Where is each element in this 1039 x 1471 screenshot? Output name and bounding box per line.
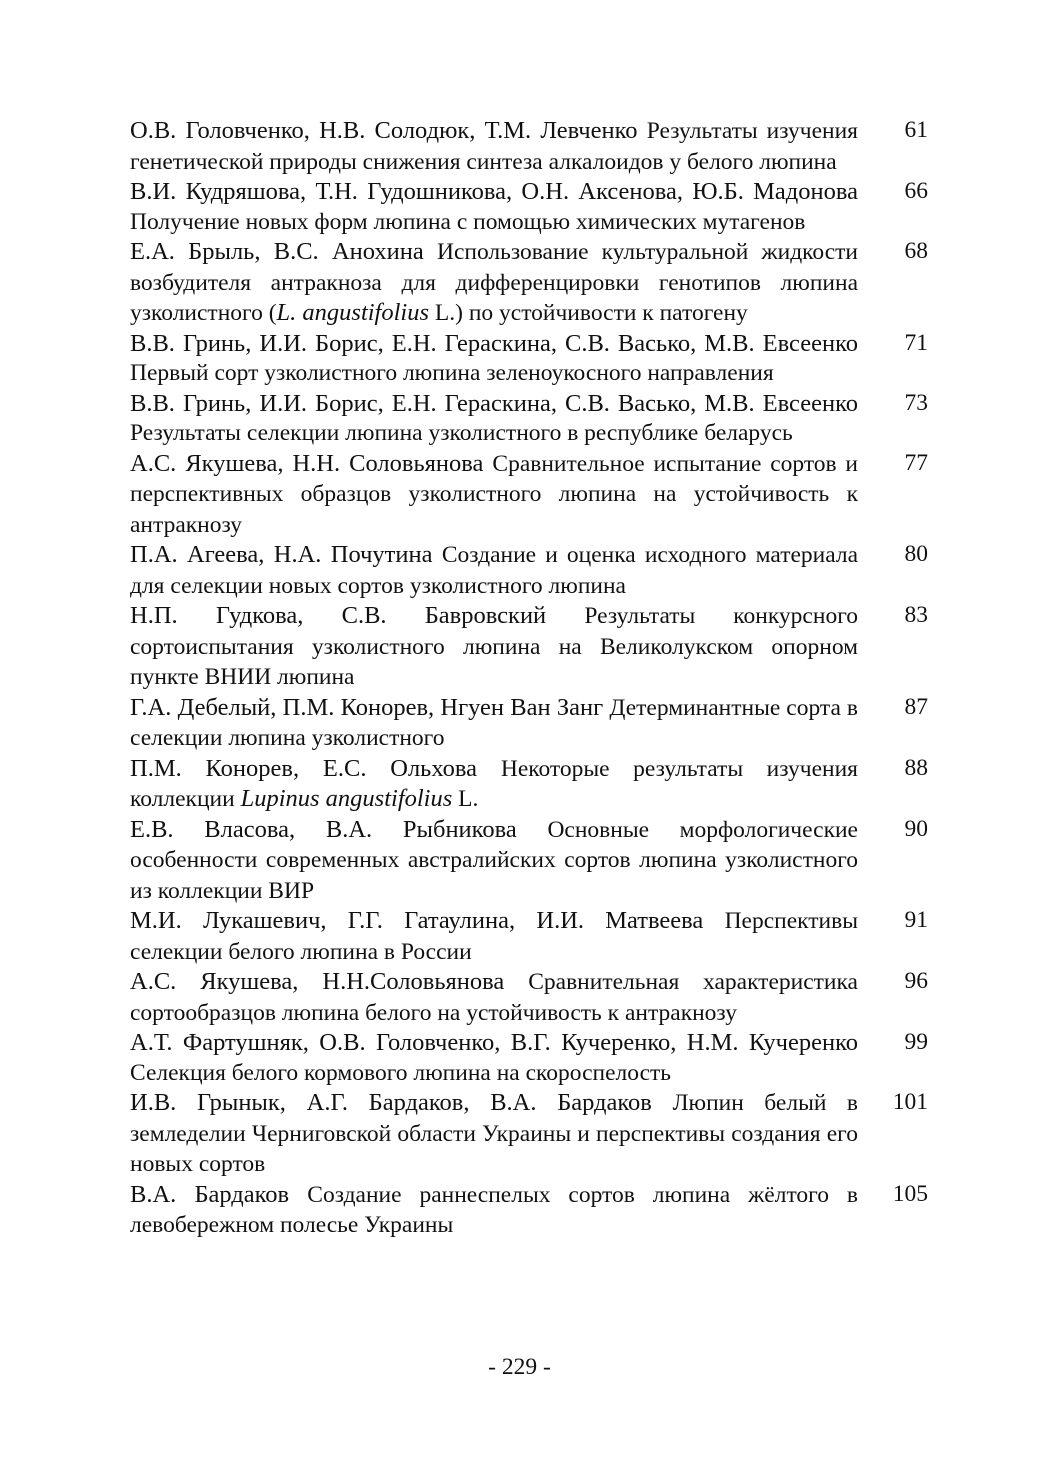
toc-entry — [130, 237, 930, 329]
entry-authors: П.А. Агеева, Н.А. Почутина — [130, 541, 433, 568]
toc-entry — [130, 1028, 930, 1088]
entry-page-number: 66 — [904, 178, 928, 204]
entry-authors: В.И. Кудряшова, Т.Н. Гудошникова, О.Н. Аксенова, Ю.Б. Мадонова — [130, 178, 858, 205]
entry-text — [130, 116, 858, 177]
toc-entry — [130, 967, 930, 1028]
entry-text — [130, 1028, 858, 1088]
entry-authors: Е.А. Брыль, В.С. Анохина — [130, 238, 424, 265]
entry-text — [130, 1180, 858, 1241]
entry-title-species: L. angustifolius — [276, 299, 430, 326]
entry-authors: Е.В. Власова, В.А. Рыбникова — [130, 815, 517, 843]
toc-entry — [130, 754, 930, 815]
entry-page-number: 90 — [904, 815, 928, 842]
entry-text — [130, 389, 858, 449]
entry-page-number: 61 — [904, 117, 928, 143]
entry-authors: В.А. Бардаков — [130, 1180, 290, 1208]
entry-page-number: 96 — [904, 968, 928, 994]
entry-text — [130, 754, 858, 815]
toc-entry — [130, 1180, 930, 1241]
entry-title: Селекция белого кормового люпина на скороспелость — [130, 1059, 671, 1086]
entry-page-number: 88 — [904, 754, 928, 781]
entry-page-number: 101 — [892, 1089, 928, 1115]
entry-page-number: 105 — [892, 1180, 928, 1207]
entry-authors: О.В. Головченко, Н.В. Солодюк, Т.М. Левченко — [130, 117, 638, 144]
entry-title: Создание раннеспелых сортов люпина жёлтого в левобережном полесье Украины — [130, 1181, 858, 1238]
table-of-contents — [130, 116, 930, 1241]
toc-entry — [130, 906, 930, 967]
entry-title: Результаты селекции люпина узколистного в республике беларусь — [130, 420, 793, 446]
entry-authors: Г.А. Дебелый, П.М. Конорев, Нгуен Ван Занг — [130, 693, 604, 721]
entry-title: Результаты конкурсного сортоиспытания узколистного люпина на Великолукском опорном пункте ВНИИ люпина — [130, 603, 858, 690]
toc-entry — [130, 693, 930, 754]
entry-title: Создание и оценка исходного материала для селекции новых сортов узколистного люпина — [130, 542, 859, 599]
toc-entry — [130, 116, 930, 177]
entry-title: Использование культуральной жидкости возбудителя антракноза для дифференцировки генотипов люпина узколистного ( — [130, 239, 858, 326]
entry-text — [130, 449, 858, 541]
entry-authors: А.Т. Фартушняк, О.В. Головченко, В.Г. Кучеренко, Н.М. Кучеренко — [130, 1029, 858, 1056]
entry-text — [130, 177, 858, 237]
entry-authors: А.С. Якушева, Н.Н.Соловьянова — [130, 968, 505, 995]
entry-page-number: 83 — [904, 602, 928, 628]
entry-title: Сравнительное испытание сортов и перспективных образцов узколистного люпина на устойчивость к антракнозу — [130, 450, 858, 538]
toc-entry — [130, 389, 930, 449]
entry-title: Некоторые результаты изучения коллекции — [130, 755, 858, 812]
entry-authors: В.В. Гринь, И.И. Борис, Е.Н. Гераскина, С.В. Васько, М.В. Евсеенко — [130, 329, 858, 357]
entry-title-continued: L.) по устойчивости к патогену — [429, 300, 748, 326]
entry-title: Получение новых форм люпина с помощью химических мутагенов — [130, 208, 806, 235]
entry-title: Сравнительная характеристика сортообразцов люпина белого на устойчивость к антракнозу — [130, 969, 858, 1026]
entry-authors: И.В. Грынык, А.Г. Бардаков, В.А. Бардаков — [130, 1089, 652, 1116]
entry-title: Люпин белый в земледелии Черниговской области Украины и перспективы создания его новых сортов — [130, 1090, 859, 1177]
entry-page-number: 80 — [904, 541, 928, 567]
page-footer-number: - 229 - — [488, 1354, 551, 1380]
entry-title-species: Lupinus angustifolius — [240, 785, 453, 812]
toc-entry — [130, 449, 930, 541]
entry-page-number: 99 — [904, 1029, 928, 1055]
toc-entry — [130, 601, 930, 693]
entry-page-number: 77 — [904, 449, 928, 476]
entry-authors: В.В. Гринь, И.И. Борис, Е.Н. Гераскина, С.В. Васько, М.В. Евсеенко — [130, 389, 858, 417]
entry-title-continued: L. — [452, 786, 479, 812]
entry-title: Первый сорт узколистного люпина зеленоукосного направления — [130, 360, 774, 386]
entry-text — [130, 237, 858, 329]
entry-title: Детерминантные сорта в селекции люпина узколистного — [130, 694, 858, 751]
toc-entry — [130, 1088, 930, 1180]
toc-entry — [130, 540, 930, 601]
entry-page-number: 87 — [904, 693, 928, 720]
entry-text — [130, 967, 858, 1028]
entry-page-number: 91 — [904, 907, 928, 933]
entry-text — [130, 815, 858, 907]
toc-entry — [130, 329, 930, 389]
entry-authors: П.М. Конорев, Е.С. Ольхова — [130, 754, 478, 782]
entry-page-number: 71 — [904, 329, 928, 356]
entry-page-number: 68 — [904, 238, 928, 264]
entry-title: Основные морфологические особенности современных австралийских сортов люпина узколистного из коллекции ВИР — [130, 816, 858, 904]
toc-entry — [130, 815, 930, 907]
entry-authors: М.И. Лукашевич, Г.Г. Гатаулина, И.И. Матвеева — [130, 907, 704, 934]
entry-text — [130, 906, 858, 967]
entry-text — [130, 540, 858, 601]
toc-entry — [130, 177, 930, 237]
entry-authors: Н.П. Гудкова, С.В. Бавровский — [130, 602, 547, 629]
entry-authors: А.С. Якушева, Н.Н. Соловьянова — [130, 449, 484, 477]
entry-text — [130, 1088, 858, 1180]
entry-title: Результаты изучения генетической природы снижения синтеза алкалоидов у белого люпина — [130, 118, 858, 175]
entry-page-number: 73 — [904, 389, 928, 416]
entry-title: Перспективы селекции белого люпина в России — [130, 908, 858, 965]
entry-text — [130, 329, 858, 389]
entry-text — [130, 601, 858, 693]
entry-text — [130, 693, 858, 754]
